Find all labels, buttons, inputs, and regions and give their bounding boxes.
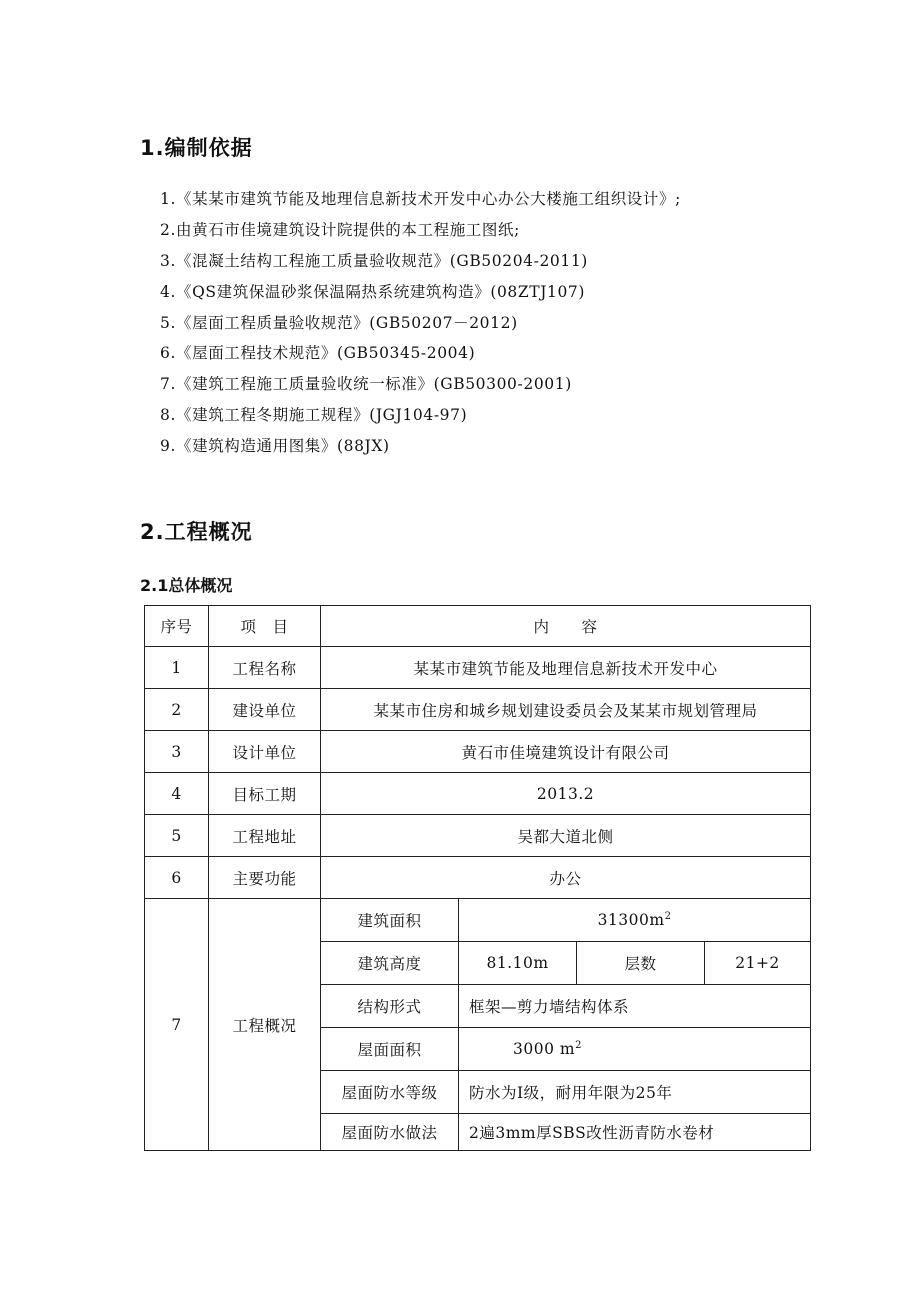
row-no: 7 <box>145 899 209 1151</box>
roof-area-value: 3000 m <box>513 1040 576 1059</box>
row-content: 办公 <box>321 857 811 899</box>
row-no: 6 <box>145 857 209 899</box>
table-row <box>145 899 811 942</box>
list-item: 2.由黄石市佳境建筑设计院提供的本工程施工图纸; <box>160 220 520 239</box>
subsection-heading: 2.1总体概况 <box>140 576 233 595</box>
list-item: 8.《建筑工程冬期施工规程》(JGJ104-97) <box>160 406 468 425</box>
sub-label: 屋面防水等级 <box>321 1071 459 1114</box>
row-item: 建设单位 <box>209 689 321 731</box>
row-item: 主要功能 <box>209 857 321 899</box>
row-content: 某某市建筑节能及地理信息新技术开发中心 <box>321 647 811 689</box>
row-content: 吴都大道北侧 <box>321 815 811 857</box>
header-no: 序号 <box>145 606 209 647</box>
sub-value: 2遍3mm厚SBS改性沥青防水卷材 <box>459 1114 811 1151</box>
roof-area-unit-sup: 2 <box>575 1039 582 1051</box>
row-content: 2013.2 <box>321 773 811 815</box>
sub-label: 屋面面积 <box>321 1028 459 1071</box>
row-item: 目标工期 <box>209 773 321 815</box>
list-item: 3.《混凝土结构工程施工质量验收规范》(GB50204-2011) <box>160 251 588 270</box>
sub-label: 结构形式 <box>321 985 459 1028</box>
list-item: 4.《QS建筑保温砂浆保温隔热系统建筑构造》(08ZTJ107) <box>160 282 586 301</box>
list-item: 9.《建筑构造通用图集》(88JX) <box>160 437 390 456</box>
reference-list <box>160 184 681 462</box>
table-row <box>145 857 811 899</box>
list-item: 7.《建筑工程施工质量验收统一标准》(GB50300-2001) <box>160 375 572 394</box>
row-no: 4 <box>145 773 209 815</box>
row-item: 工程概况 <box>209 899 321 1151</box>
section-heading-basis: 1.编制依据 <box>140 136 253 160</box>
sub-label: 建筑高度 <box>321 942 459 985</box>
sub-value <box>459 1028 811 1071</box>
area-value: 31300m <box>597 911 665 930</box>
row-no: 3 <box>145 731 209 773</box>
table-row <box>145 731 811 773</box>
sub-label: 层数 <box>577 942 705 985</box>
row-item: 设计单位 <box>209 731 321 773</box>
list-item: 1.《某某市建筑节能及地理信息新技术开发中心办公大楼施工组织设计》; <box>160 190 681 208</box>
table-row <box>145 773 811 815</box>
section-heading-overview: 2.工程概况 <box>140 520 253 544</box>
row-content: 黄石市佳境建筑设计有限公司 <box>321 731 811 773</box>
row-no: 2 <box>145 689 209 731</box>
table-row <box>145 689 811 731</box>
area-unit-sup: 2 <box>664 910 672 922</box>
sub-value <box>459 899 811 942</box>
row-item: 工程地址 <box>209 815 321 857</box>
list-item: 6.《屋面工程技术规范》(GB50345-2004) <box>160 344 476 363</box>
row-no: 5 <box>145 815 209 857</box>
table-header-row <box>145 606 811 647</box>
sub-label: 屋面防水做法 <box>321 1114 459 1151</box>
project-overview-table <box>144 605 811 1151</box>
list-item: 5.《屋面工程质量验收规范》(GB50207－2012) <box>160 313 518 332</box>
header-content: 内 容 <box>321 606 811 647</box>
row-content: 某某市住房和城乡规划建设委员会及某某市规划管理局 <box>321 689 811 731</box>
sub-label: 建筑面积 <box>321 899 459 942</box>
sub-value: 框架—剪力墙结构体系 <box>459 985 811 1028</box>
row-item: 工程名称 <box>209 647 321 689</box>
sub-value: 21+2 <box>705 942 811 985</box>
header-item: 项 目 <box>209 606 321 647</box>
sub-value: 81.10m <box>459 942 577 985</box>
table-row <box>145 815 811 857</box>
table-row <box>145 647 811 689</box>
row-no: 1 <box>145 647 209 689</box>
sub-value: 防水为Ⅰ级，耐用年限为25年 <box>459 1071 811 1114</box>
